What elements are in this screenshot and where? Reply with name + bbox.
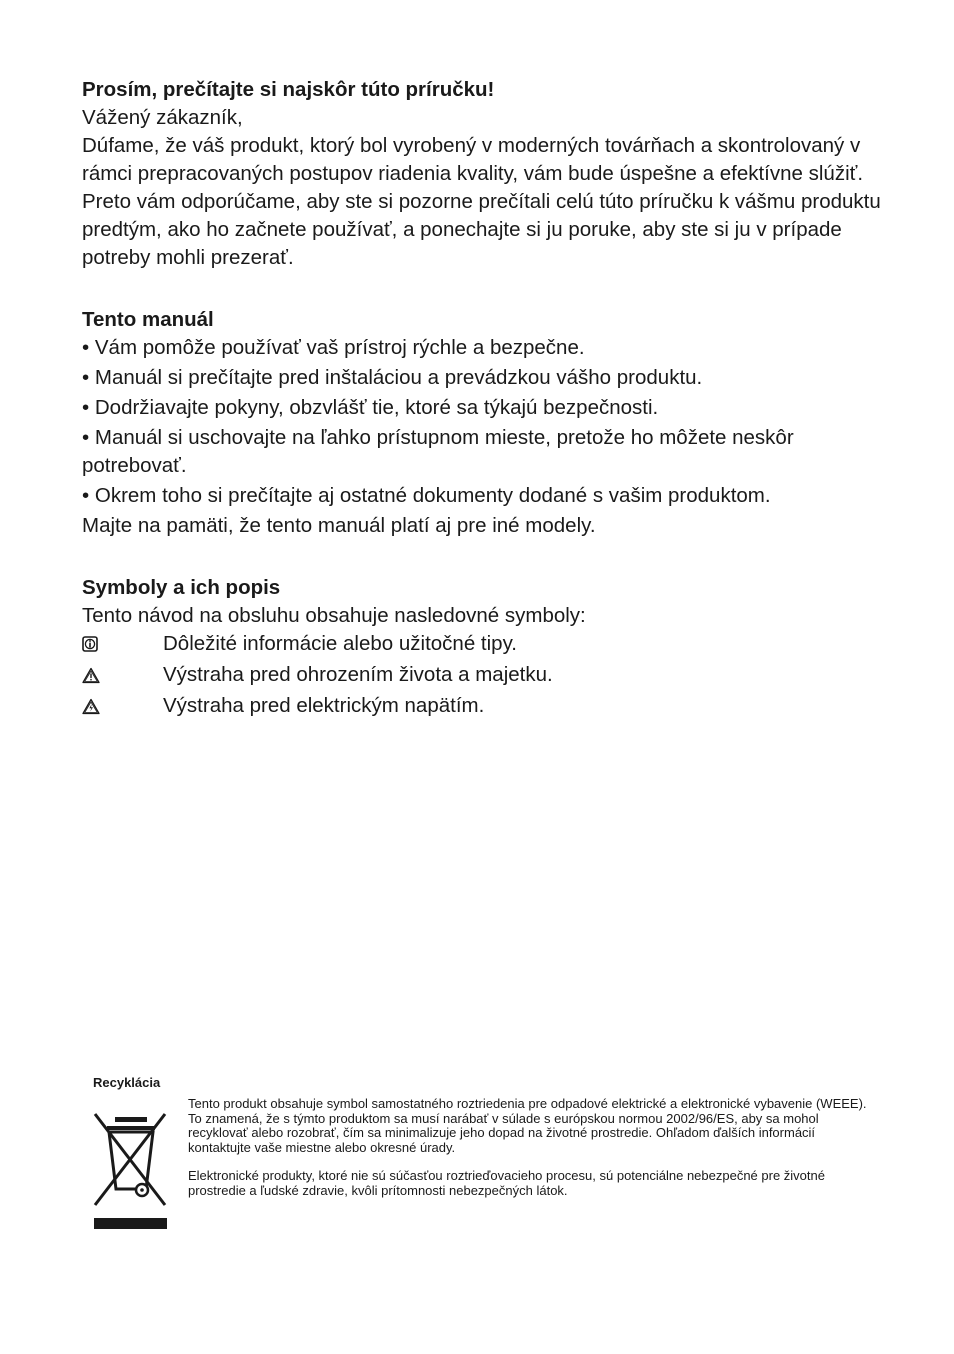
recycling-paragraph-3: Elektronické produkty, ktoré nie sú súčasťou roztrieďovacieho procesu, sú potenciálne nebezpečné pre životné prostredie a ľudské zdravie, kvôli prítomnosti nebezpečných látok. <box>188 1168 825 1198</box>
symbol-text: Výstraha pred elektrickým napätím. <box>163 694 485 717</box>
recycling-text <box>188 1097 873 1234</box>
manual-bullet: • Okrem toho si prečítajte aj ostatné dokumenty dodané s vašim produktom. <box>82 484 771 507</box>
info-icon <box>82 636 163 652</box>
symbols-heading: Symboly a ich popis <box>82 576 281 599</box>
intro-paragraph-2: Preto vám odporúčame, aby ste si pozorne prečítali celú túto príručku k vášmu produktu predtým, ako ho začnete používať, a ponechajte si ju poruke, aby ste si ju v prípade potreby mohli prezerať. <box>82 190 881 269</box>
greeting: Vážený zákazník, <box>82 106 243 129</box>
recycling-paragraph-1: Tento produkt obsahuje symbol samostatného roztriedenia pre odpadové elektrické a elektronické vybavenie (WEEE). <box>188 1096 867 1111</box>
intro-paragraph-1: Dúfame, že váš produkt, ktorý bol vyrobený v moderných továrňach a skontrolovaný v rámci prepracovaných postupov riadenia kvality, vám bude úspešne a efektívne slúžiť. <box>82 134 864 185</box>
intro-heading: Prosím, prečítajte si najskôr túto príručku! <box>82 78 495 101</box>
symbol-row-info <box>82 630 882 658</box>
symbol-row-electric <box>82 692 882 720</box>
manual-bullet: • Vám pomôže používať vaš prístroj rýchle a bezpečne. <box>82 336 585 359</box>
manual-bullet: • Dodržiavajte pokyny, obzvlášť tie, ktoré sa týkajú bezpečnosti. <box>82 396 659 419</box>
manual-note: Majte na pamäti, že tento manuál platí aj pre iné modely. <box>82 514 596 537</box>
manual-bullet: • Manuál si prečítajte pred inštaláciou a prevádzkou vášho produktu. <box>82 366 703 389</box>
crossed-bin-icon <box>93 1097 188 1234</box>
recycling-paragraph-2: To znamená, že s týmto produktom sa musí narábať v súlade s európskou normou 2002/96/ES, aby sa mohol recyklovať alebo rozobrať, čím sa minimalizuje jeho dopad na životné prostredie. Ohľadom ďalších informácií kontaktujte vaše miestne alebo okresné úrady. <box>188 1110 819 1155</box>
symbol-row-warning <box>82 661 882 689</box>
manual-heading: Tento manuál <box>82 308 214 331</box>
manual-page <box>82 76 882 723</box>
manual-bullet: • Manuál si uschovajte na ľahko prístupnom mieste, pretože ho môžete neskôr potrebovať. <box>82 426 794 477</box>
symbols-intro: Tento návod na obsluhu obsahuje nasledovné symboly: <box>82 604 586 627</box>
electric-warning-icon <box>82 698 163 715</box>
warning-triangle-icon <box>82 667 163 684</box>
recycling-title: Recyklácia <box>93 1075 161 1090</box>
symbol-text: Dôležité informácie alebo užitočné tipy. <box>163 632 517 655</box>
recycling-section <box>93 1075 873 1234</box>
symbol-text: Výstraha pred ohrozením života a majetku. <box>163 663 553 686</box>
